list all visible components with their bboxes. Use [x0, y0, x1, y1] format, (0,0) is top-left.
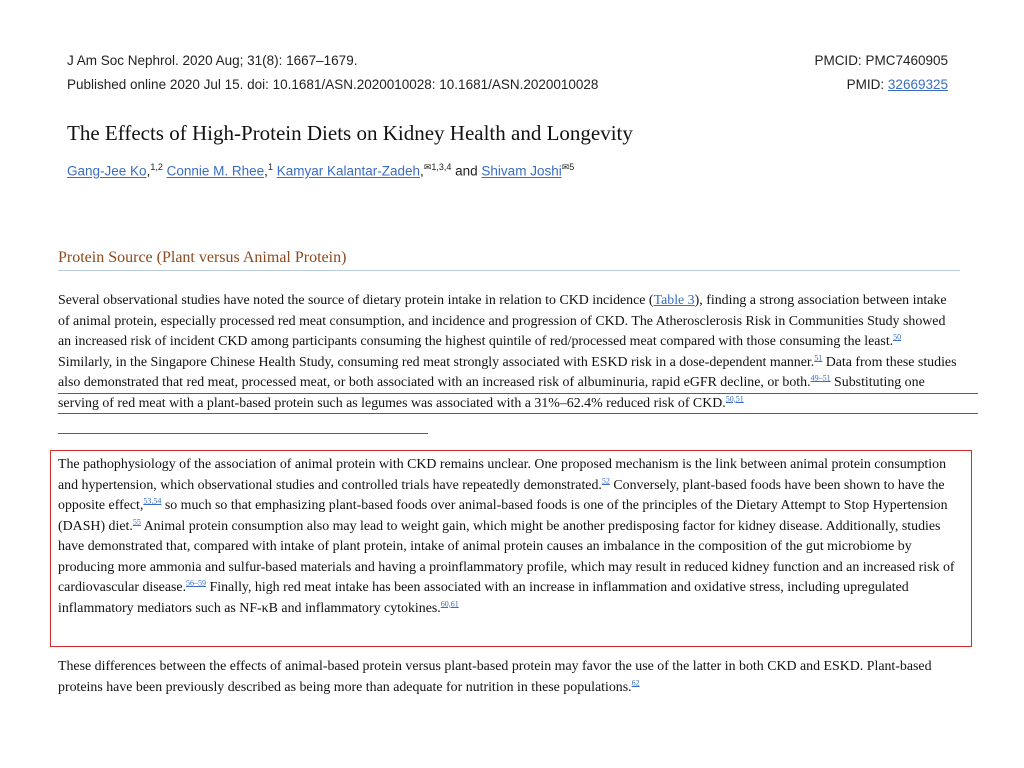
- table-3-link[interactable]: Table 3: [653, 293, 695, 308]
- affiliation-sup-rhee: 1: [267, 162, 273, 172]
- author-sep-1: ,: [146, 163, 151, 179]
- reference-link[interactable]: 56–59: [186, 578, 207, 588]
- reference-link[interactable]: 53,54: [143, 496, 162, 506]
- paragraph-3: These differences between the effects of animal-based protein versus plant-based protein may favor the use of the latter in both CKD and ESKD. Plant-based proteins have been previously described as being more than adequate for nutrition in these populations.$^{62}$: [58, 659, 932, 695]
- reference-link[interactable]: 55: [132, 516, 141, 526]
- email-icon[interactable]: ✉: [561, 162, 570, 172]
- pmid: [847, 77, 948, 92]
- section-divider: [58, 270, 960, 271]
- author-link-kalantar-zadeh[interactable]: Kamyar Kalantar-Zadeh: [276, 163, 421, 179]
- affiliation-sup-joshi: 5: [569, 162, 575, 172]
- reference-link[interactable]: 50,51: [725, 393, 744, 403]
- publication-info: Published online 2020 Jul 15. doi: 10.1681/ASN.2020010028: 10.1681/ASN.2020010028: [67, 77, 599, 92]
- paragraph-2: The pathophysiology of the association of animal protein with CKD remains unclear. One proposed mechanism is the link between animal protein consumption and hypertension, which observational studies and controlled trials have repeatedly demonstrated.$^{52}$ Conversely, plant-based foods have been shown to have the opposite effect,$^{53,54}$ so much so that emphasizing plant-based foods over animal-based foods is one of the principles of the Dietary Attempt to Stop Hypertension (DASH) diet.$^{55}$ Animal protein consumption also may lead to weight gain, which might be another predisposing factor for kidney disease. Additionally, studies have demonstrated that, compared with intake of plant protein, intake of animal protein causes an imbalance in the composition of the gut microbiome by producing more ammonia and sulfur-based materials and having a proinflammatory profile, which may result in reduced kidney function and an increased risk of cardiovascular disease.$^{56-59}$ Finally, high red meat intake has been associated with an increase in inflammation and oxidative stress, including upregulated inflammatory mediators such as NF-κB and inflammatory cytokines.$^{60,61}$: [58, 457, 955, 616]
- reference-link[interactable]: 49–51: [810, 373, 831, 383]
- pmid-label: PMID:: [846, 77, 888, 92]
- journal-citation: J Am Soc Nephrol. 2020 Aug; 31(8): 1667–1679.: [67, 53, 358, 68]
- highlight-underline: [58, 433, 428, 434]
- author-list: Gang-Jee Ko,$^{1,2}$ Connie M. Rhee,$^1$ Kamyar Kalantar-Zadeh,$^{✉1,3,4}$ and Shivam Joshi$^{✉5}$: [67, 162, 575, 179]
- affiliation-sup-ko: 1,2: [150, 162, 163, 172]
- article-title: The Effects of High-Protein Diets on Kidney Health and Longevity: [67, 121, 633, 145]
- reference-link[interactable]: 62: [631, 677, 640, 687]
- reference-link[interactable]: 50: [893, 332, 902, 342]
- author-link-joshi[interactable]: Shivam Joshi: [481, 163, 562, 179]
- author-link-ko[interactable]: Gang-Jee Ko: [67, 163, 147, 179]
- reference-link[interactable]: 60,61: [440, 598, 459, 608]
- affiliation-sup-kalantar-zadeh: 1,3,4: [431, 162, 452, 172]
- reference-link[interactable]: 51: [814, 352, 823, 362]
- highlight-underline: [58, 393, 978, 394]
- email-icon[interactable]: ✉: [423, 162, 432, 172]
- reference-link[interactable]: 52: [601, 475, 610, 485]
- pmcid: PMCID: PMC7460905: [814, 53, 948, 68]
- author-link-rhee[interactable]: Connie M. Rhee: [166, 163, 265, 179]
- paragraph-1: Several observational studies have noted the source of dietary protein intake in relation to CKD incidence (Table 3), finding a strong association between intake of animal protein, especially processed red meat consumption, and incidence and progression of CKD. The Atherosclerosis Risk in Communities Study showed an increased risk of incident CKD among participants consuming the highest quintile of red/processed meat compared with those consuming the least.$^{50}$ Similarly, in the Singapore Chinese Health Study, consuming red meat strongly associated with ESKD risk in a dose-dependent manner.$^{51}$ Data from these studies also demonstrated that red meat, processed meat, or both associated with an increased risk of albuminuria, rapid eGFR decline, or both.$^{49-51}$ Substituting one serving of red meat with a plant-based protein such as legumes was associated with a 31%–62.4% reduced risk of CKD.$^{50,51}$: [58, 293, 957, 411]
- author-sep-3: ,: [420, 163, 424, 179]
- pmid-link[interactable]: 32669325: [887, 77, 948, 92]
- section-heading: Protein Source (Plant versus Animal Protein): [58, 249, 347, 266]
- author-sep-2: ,: [264, 163, 268, 179]
- highlight-underline: [58, 413, 978, 414]
